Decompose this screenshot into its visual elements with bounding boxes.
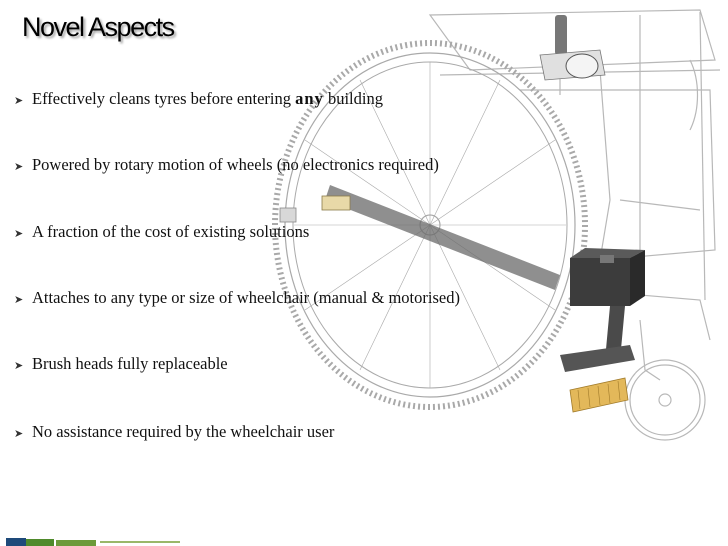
arrowhead-bullet-icon: ➤ <box>14 293 24 306</box>
arrowhead-bullet-icon: ➤ <box>14 227 24 240</box>
arrowhead-bullet-icon: ➤ <box>14 359 24 372</box>
arrowhead-bullet-icon: ➤ <box>14 94 24 107</box>
bullet-text: No assistance required by the wheelchair user <box>32 422 335 441</box>
bullet-text: Effectively cleans tyres before entering any building <box>32 89 383 108</box>
bullet-item <box>14 354 228 374</box>
bullet-text: Brush heads fully replaceable <box>32 354 228 373</box>
bullet-item <box>14 155 439 175</box>
bullet-emphasis: any <box>295 89 324 108</box>
bullet-text: Attaches to any type or size of wheelchair (manual & motorised) <box>32 288 460 307</box>
bullet-item <box>14 89 383 109</box>
arrowhead-bullet-icon: ➤ <box>14 427 24 440</box>
footer-logo-strip <box>0 536 728 546</box>
arrowhead-bullet-icon: ➤ <box>14 160 24 173</box>
bullet-item <box>14 422 334 442</box>
bullet-item <box>14 222 309 242</box>
slide-title: Novel Aspects <box>22 12 174 42</box>
bullet-item <box>14 288 460 308</box>
bullet-text: A fraction of the cost of existing solutions <box>32 222 310 241</box>
bullet-text: Powered by rotary motion of wheels (no electronics required) <box>32 155 439 174</box>
